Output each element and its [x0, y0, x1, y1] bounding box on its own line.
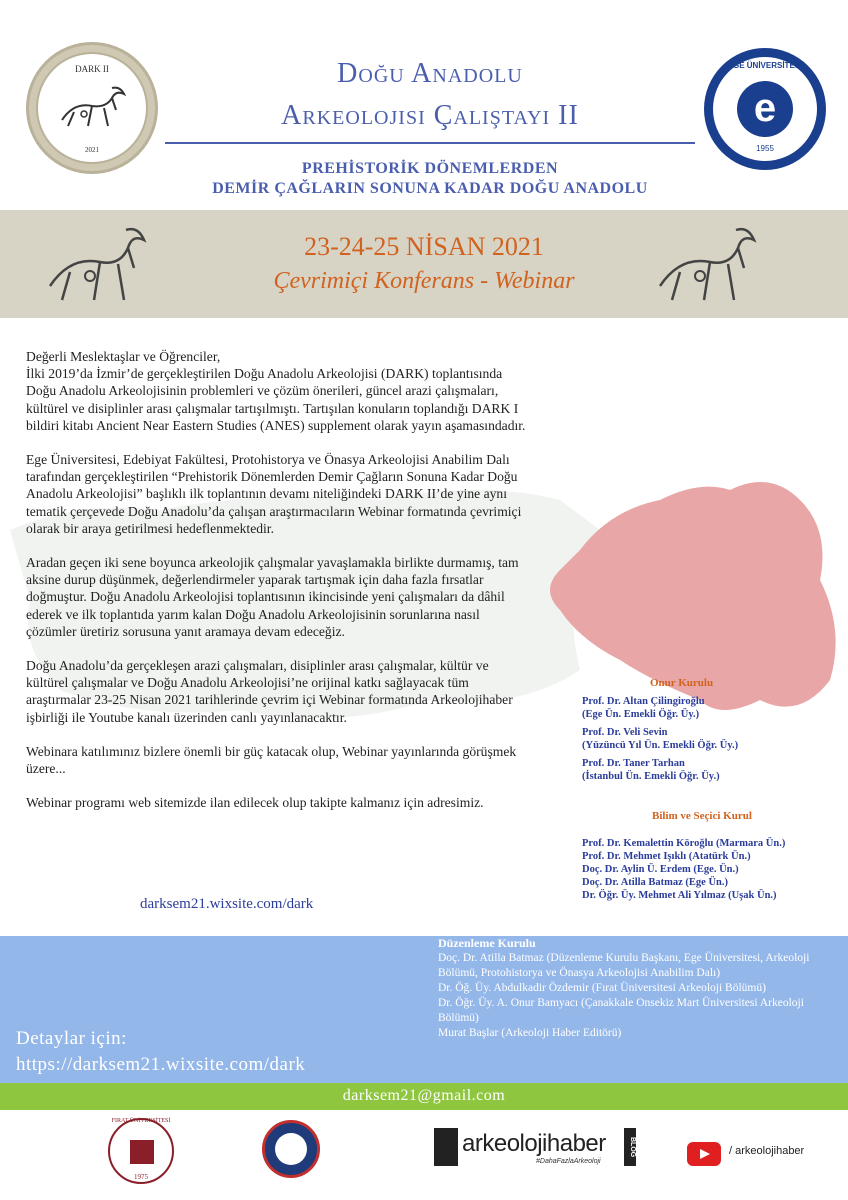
- bilim-member: Prof. Dr. Mehmet Işıklı (Atatürk Ün.): [582, 851, 751, 862]
- ibex-left-icon: [40, 216, 160, 312]
- ibex-right-icon: [650, 216, 770, 312]
- greeting: Değerli Meslektaşlar ve Öğrenciler,: [26, 349, 221, 364]
- page-title-line1: Doğu Anadolu: [337, 58, 523, 89]
- title-divider: [165, 142, 695, 144]
- youtube-icon[interactable]: [687, 1142, 721, 1166]
- letter-body: [26, 348, 531, 828]
- ibex-icon: [54, 80, 134, 136]
- paragraph-3: Aradan geçen iki sene boyunca arkeolojik çalışmalar yavaşlamakla birlikte durmamış, tam aksine durup düşünmek, değerlendirmeler yaparak tartışmak için daha fazla fırsatlar doğmuştur. Doğu Anadolu Arkeolojisi toplantısının ikincisinde yeni çalışmaları da dâhil ederek ve ilk toplantıda yarım kalan Doğu Anadolu Arkeolojisinin sorunlarına nasıl çözümler üretiriz sorusuna yanıt aramaya devam edeceğiz.: [26, 555, 519, 639]
- ege-logo-letter: e: [737, 81, 793, 137]
- dark-logo-year: 2021: [85, 146, 99, 154]
- onur-member-affiliation: (Yüzüncü Yıl Ün. Emekli Öğr. Üy.): [582, 740, 739, 751]
- paragraph-6: Webinar programı web sitemizde ilan edilecek olup takipte kalmanız için adresimiz.: [26, 795, 484, 811]
- date-band: [0, 210, 848, 318]
- duzenleme-member: Doç. Dr. Atilla Batmaz (Düzenleme Kurulu Başkanı, Ege Üniversitesi, Arkeoloji Bölümü, Protohistorya ve Önasya Arkeolojisi Anabilim Dalı): [438, 952, 810, 979]
- dark-logo-title: DARK II: [75, 64, 109, 74]
- canakkale-university-logo: [262, 1120, 320, 1178]
- youtube-channel-label[interactable]: / arkeolojihaber: [729, 1145, 805, 1157]
- firat-emblem-icon: [130, 1140, 154, 1164]
- duzenleme-member: Murat Başlar (Arkeoloji Haber Editörü): [438, 1027, 622, 1039]
- onur-kurulu-heading: Onur Kurulu: [650, 677, 714, 689]
- onur-kurulu-list: [582, 695, 738, 783]
- event-format: Çevrimiçi Konferans - Webinar: [273, 268, 575, 294]
- play-icon: [700, 1149, 710, 1159]
- paragraph-2: Ege Üniversitesi, Edebiyat Fakültesi, Protohistorya ve Önasya Arkeolojisi Anabilim Dalı tarafından gerçekleştirilen “Prehistorik Dönemlerden Demir Çağların Sonuna Kadar Doğu Anadolu Arkeolojisi” başlıklı ilk toplantının devamı niteliğindeki DARK II’de yine aynı tematik çerçevede Doğu Anadolu’da çalışan araştırmacıların Webinar formatında çevrimiçi olarak bir araya getirilmesi hedeflenmektedir.: [26, 452, 522, 536]
- onur-member-name: Prof. Dr. Veli Sevin: [582, 727, 668, 738]
- dark-ii-logo: [26, 42, 158, 174]
- bilim-member: Doç. Dr. Aylin Ü. Erdem (Ege. Ün.): [582, 864, 739, 875]
- subtitle-line2: DEMİR ÇAĞLARIN SONUNA KADAR DOĞU ANADOLU: [212, 180, 648, 197]
- duzenleme-kurulu-list: [438, 951, 818, 1041]
- website-link[interactable]: darksem21.wixsite.com/dark: [140, 896, 314, 912]
- ege-university-logo: [704, 48, 826, 170]
- bilim-member: Doç. Dr. Atilla Batmaz (Ege Ün.): [582, 877, 729, 888]
- arkeolojihaber-logo: [434, 1126, 634, 1170]
- duzenleme-member: Dr. Öğ. Üy. Abdulkadir Özdemir (Fırat Üniversitesi Arkeoloji Bölümü): [438, 982, 766, 994]
- ege-logo-year: 1955: [756, 144, 774, 153]
- bilim-member: Dr. Öğr. Üy. Mehmet Ali Yılmaz (Uşak Ün.): [582, 890, 777, 901]
- bilim-member: Prof. Dr. Kemalettin Köroğlu (Marmara Ün.): [582, 838, 786, 849]
- firat-logo-year: 1975: [134, 1173, 148, 1181]
- paragraph-1: İlki 2019’da İzmir’de gerçekleştirilen Doğu Anadolu Arkeolojisi (DARK) toplantısında Doğu Anadolu Arkeolojisinin problemleri ve çözüm önerileri, güncel arazi çalışmaları, kültürel ve disiplinler arası çalışmalar tartışılmıştı. Tartışılan konuların toplandığı DARK I bildiri kitabı Ancient Near Eastern Studies (ANES) supplement olarak yayın aşamasındadır.: [26, 366, 526, 433]
- page-title-line2: Arkeolojisi Çalıştayı II: [281, 100, 579, 131]
- arkeolojihaber-name: arkeolojihaber: [462, 1130, 606, 1157]
- column-icon: [434, 1128, 458, 1166]
- onur-member-affiliation: (İstanbul Ün. Emekli Öğr. Üy.): [582, 771, 720, 782]
- duzenleme-member: Dr. Öğr. Üy. A. Onur Bamyacı (Çanakkale Onsekiz Mart Üniversitesi Arkeoloji Bölümü): [438, 997, 804, 1024]
- onur-member-name: Prof. Dr. Altan Çilingiroğlu: [582, 696, 705, 707]
- subtitle-line1: PREHİSTORİK DÖNEMLERDEN: [301, 160, 559, 177]
- onur-member-affiliation: (Ege Ün. Emekli Öğr. Üy.): [582, 709, 700, 720]
- duzenleme-kurulu-heading: Düzenleme Kurulu: [438, 936, 536, 950]
- paragraph-4: Doğu Anadolu’da gerçekleşen arazi çalışmaları, disiplinler arası çalışmalar, kültür ve kültürel çalışmalar ve Doğu Anadolu Arkeolojisi’ne orijinal katkı sağlayacak tüm araştırmalar 23-25 Nisan 2021 tarihlerinde çevrim içi Webinar formatında Arkeolojihaber işbirliği ile Youtube kanalı üzerinden canlı yayınlanacaktır.: [26, 658, 513, 725]
- event-date: 23-24-25 NİSAN 2021: [304, 232, 544, 261]
- onur-member-name: Prof. Dr. Taner Tarhan: [582, 758, 685, 769]
- details-label: Detaylar için:: [16, 1028, 127, 1049]
- bilim-kurulu-heading: Bilim ve Seçici Kurul: [652, 810, 752, 822]
- ege-logo-label: EGE ÜNİVERSİTESİ: [727, 61, 803, 70]
- bilim-kurulu-list: [582, 837, 785, 902]
- arkeolojihaber-tagline: #DahaFazlaArkeoloji: [536, 1158, 601, 1165]
- email-strip: [0, 1083, 848, 1110]
- details-url-link[interactable]: https://darksem21.wixsite.com/dark: [16, 1054, 306, 1075]
- comu-emblem-icon: [275, 1133, 307, 1165]
- email-link[interactable]: darksem21@gmail.com: [342, 1087, 506, 1104]
- paragraph-5: Webinara katılımınız bizlere önemli bir güç katacak olup, Webinar yayınlarında görüşmek üzere...: [26, 743, 517, 777]
- firat-university-logo: [108, 1118, 174, 1184]
- firat-logo-text: FIRAT ÜNİVERSİTESİ: [111, 1118, 171, 1124]
- blog-badge: BLOG: [624, 1128, 636, 1166]
